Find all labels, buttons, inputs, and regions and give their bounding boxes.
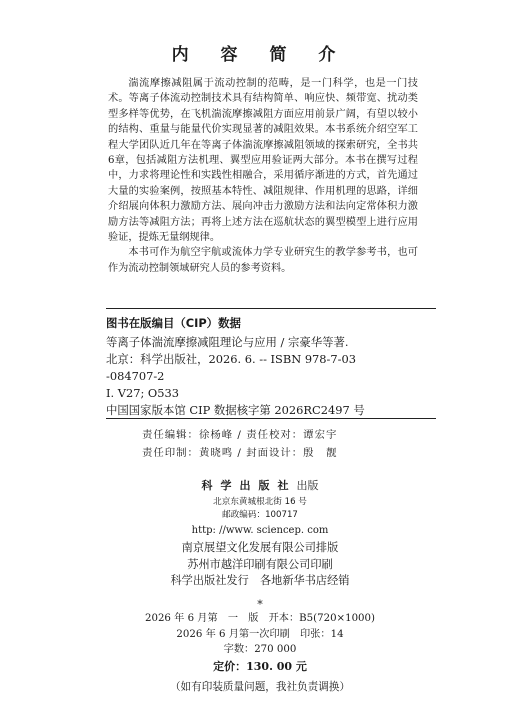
quality-notice: （如有印装质量问题，我社负责调换） bbox=[169, 680, 351, 693]
edition-info bbox=[0, 611, 520, 696]
cip-line: 中国国家版本馆 CIP 数据核字第 2026RC2497 号 bbox=[106, 403, 365, 417]
publisher-name-line bbox=[0, 476, 520, 496]
word-count: 字数：270 000 bbox=[223, 644, 297, 655]
printing-line: 2026 年 6 月第一次印刷 印张：14 bbox=[176, 628, 344, 640]
publisher-website: http: //www. sciencep. com bbox=[191, 525, 329, 536]
credit-line: 责任印制：黄晓鸣 / 封面设计：殷 靓 bbox=[142, 447, 338, 459]
cip-line: -084707-2 bbox=[106, 369, 165, 383]
cip-line: 北京：科学出版社，2026. 6. -- ISBN 978-7-03 bbox=[106, 352, 356, 366]
price: 定价：130. 00 元 bbox=[213, 659, 307, 673]
typesetter-line: 南京展望文化发展有限公司排版 bbox=[181, 541, 339, 554]
content-summary bbox=[108, 76, 418, 276]
cip-divider bbox=[106, 418, 436, 419]
separator-star: * bbox=[257, 598, 263, 611]
publisher-name: 科学出版社 bbox=[201, 479, 297, 492]
cip-line: 等离子体湍流摩擦减阻理论与应用 / 宗豪华等著. bbox=[106, 335, 349, 349]
edition-line: 2026 年 6 月第 一 版 开本：B5(720×1000) bbox=[144, 613, 375, 624]
credit-line: 责任编辑：徐杨峰 / 责任校对：谭宏宇 bbox=[142, 429, 338, 441]
page-title: 内 容 简 介 bbox=[171, 45, 349, 65]
publisher-address: 北京东黄城根北街 16 号 bbox=[213, 497, 307, 507]
cip-line: Ⅰ. V27; O533 bbox=[106, 386, 179, 400]
publisher-block bbox=[0, 476, 520, 590]
cip-data-block bbox=[106, 308, 436, 419]
summary-paragraph: 本书可作为航空宇航或流体力学专业研究生的教学参考书，也可作为流动控制领域研究人员的参考资料。 bbox=[108, 247, 418, 274]
publisher-suffix: 出版 bbox=[296, 479, 319, 492]
publisher-postcode: 邮政编码：100717 bbox=[222, 510, 298, 520]
summary-paragraph: 湍流摩擦减阻属于流动控制的范畴，是一门科学，也是一门技术。等离子体流动控制技术具有结构简单、响应快、频带宽、扰动类型多样等优势，在飞机湍流摩擦减阻方面应用前景广阔，有望以较小的结构、重量与能量代价实现显著的减阻效果。本书系统介绍空军工程大学团队近几年在等离子体湍流摩擦减阻领域的探索研究，全书共6章，包括减阻方法机理、翼型应用验证两大部分。本书在撰写过程中，力求将理论性和实践性相融合，采用循序渐进的方式，首先通过大量的实验案例，按照基本特性、减阻规律、作用机理的思路，详细介绍展向体积力激励方法、展向冲击力激励方法和法向定常体积力激励方法等减阻方法；再将上述方法在巡航状态的翼型模型上进行应用验证，提炼无量纲规律。 bbox=[108, 78, 418, 244]
printer-line: 苏州市越洋印刷有限公司印刷 bbox=[187, 557, 333, 571]
cip-heading: 图书在版编目（CIP）数据 bbox=[106, 316, 241, 330]
distribution-line: 科学出版社发行 各地新华书店经销 bbox=[170, 574, 350, 587]
responsibility-credits bbox=[142, 426, 337, 462]
